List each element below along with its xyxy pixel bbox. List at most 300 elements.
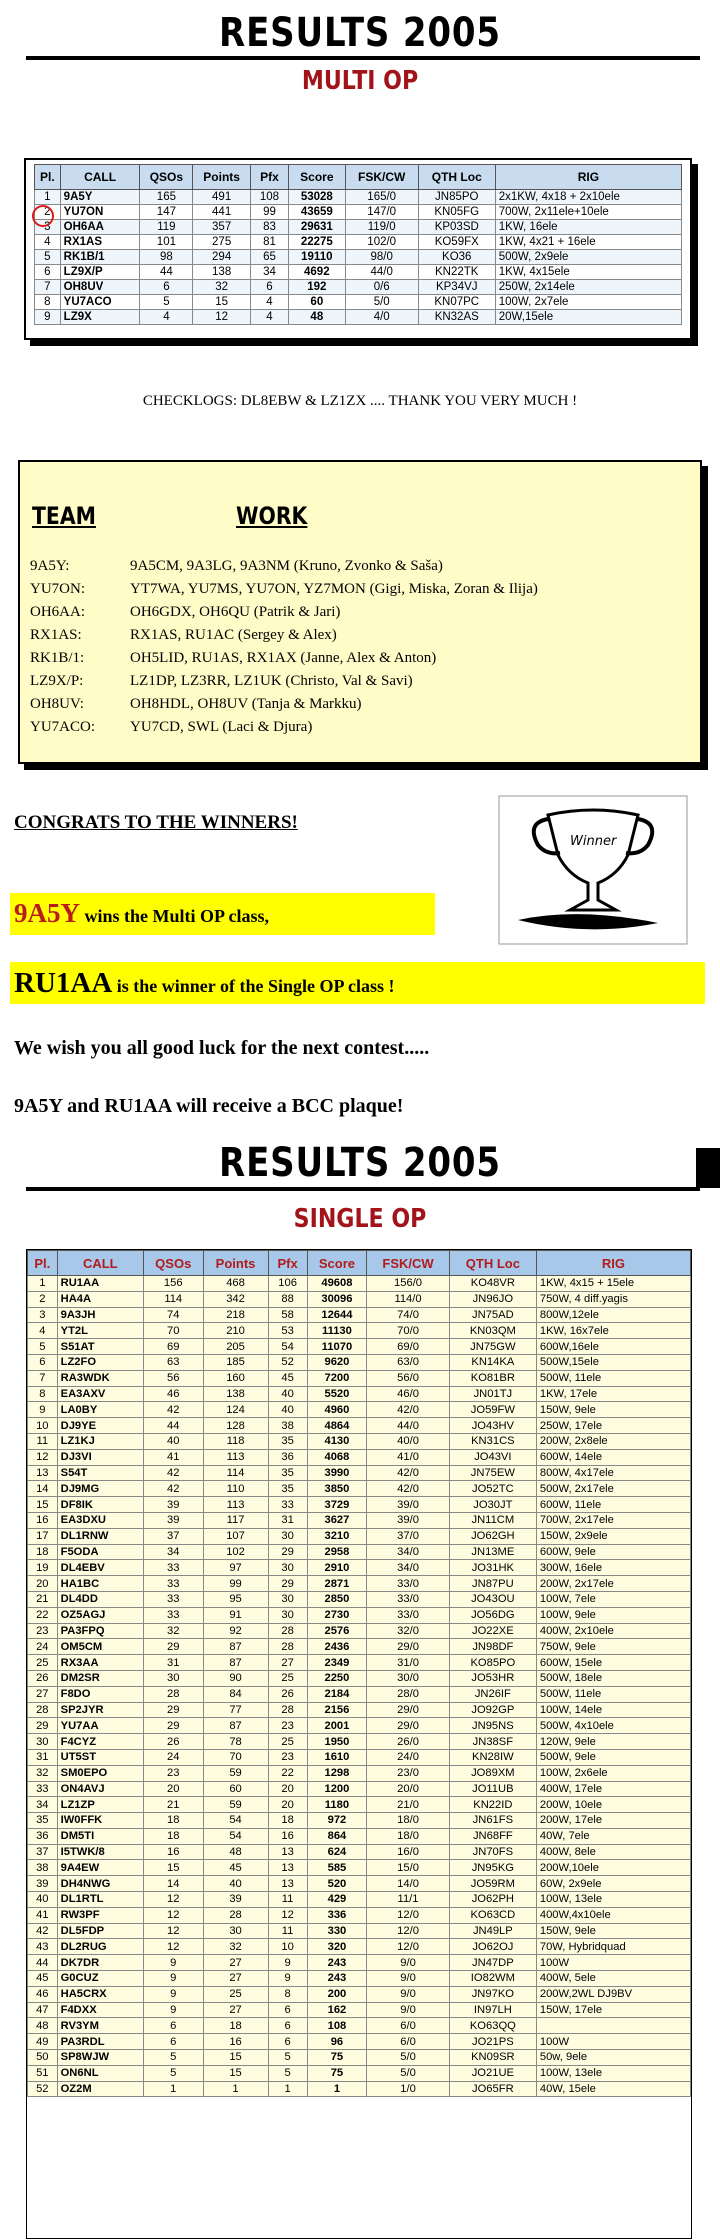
table-cell: 1KW, 17ele [536,1386,690,1402]
table-cell: 39 [143,1497,203,1513]
table-cell: KN31CS [449,1433,536,1449]
table-cell: JO89XM [449,1765,536,1781]
table-row [28,1860,691,1876]
table-cell: S54T [57,1465,143,1481]
table-cell: 600W, 11ele [536,1497,690,1513]
table-cell: KN09SR [449,2050,536,2066]
table-cell: JN01TJ [449,1386,536,1402]
table-cell: 7 [28,1370,58,1386]
table-cell: 2156 [307,1702,367,1718]
trophy-label: Winner [570,834,617,849]
table-cell: 59 [203,1765,268,1781]
table-cell: JO62PH [449,1892,536,1908]
table-cell: 150W, 2x9ele [536,1528,690,1544]
table-cell: 6 [268,2018,307,2034]
table-cell: 20 [268,1797,307,1813]
table-cell: 40 [203,1876,268,1892]
table-cell: 99 [203,1576,268,1592]
table-cell: 23 [143,1765,203,1781]
table-cell: 185 [203,1354,268,1370]
table-cell: 38 [268,1418,307,1434]
table-cell: 46/0 [367,1386,450,1402]
table-cell: 33/0 [367,1576,450,1592]
table-cell: 4/0 [345,310,418,325]
single-subtitle: SINGLE OP [293,1204,427,1234]
table-cell: 10 [28,1418,58,1434]
table-cell: 26 [143,1734,203,1750]
table-row [35,295,682,310]
table-cell: 28 [28,1702,58,1718]
table-cell: 100W [536,1955,690,1971]
table-cell: 0/6 [345,280,418,295]
table-cell: 32 [143,1623,203,1639]
team-members: OH8HDL, OH8UV (Tanja & Markku) [130,696,362,712]
table-cell: 6/0 [367,2034,450,2050]
table-cell: 9 [268,1955,307,1971]
table-cell: 29/0 [367,1718,450,1734]
table-cell: 52 [268,1354,307,1370]
table-cell: 20 [268,1781,307,1797]
table-cell: 92 [203,1623,268,1639]
table-row [35,190,682,205]
table-cell: 26 [268,1686,307,1702]
table-cell: JO11UB [449,1781,536,1797]
table-cell: 28 [268,1623,307,1639]
table-row [28,1418,691,1434]
table-cell: 12 [193,310,251,325]
table-cell: 15 [193,295,251,310]
table-cell: 200 [307,1986,367,2002]
table-cell: 342 [203,1291,268,1307]
table-row [35,205,682,220]
column-header: Pfx [268,1251,307,1276]
table-cell: 9 [268,1971,307,1987]
table-cell: DL1RTL [57,1892,143,1908]
table-cell: 2850 [307,1591,367,1607]
table-cell: 2 [35,205,61,220]
table-cell: 39 [28,1876,58,1892]
table-cell: 200W, 17ele [536,1813,690,1829]
table-row [28,1797,691,1813]
table-cell: 12 [143,1923,203,1939]
table-cell: 14/0 [367,1876,450,1892]
table-cell: DL4DD [57,1591,143,1607]
table-cell: 44 [143,1418,203,1434]
table-cell: 18/0 [367,1828,450,1844]
table-cell: 400W, 5ele [536,1971,690,1987]
table-row [28,1291,691,1307]
table-cell: 500W, 9ele [536,1749,690,1765]
table-cell: 12/0 [367,1923,450,1939]
table-cell: JN75AD [449,1307,536,1323]
table-cell: 14 [28,1481,58,1497]
table-cell: 31 [28,1749,58,1765]
table-cell: 500W, 11ele [536,1686,690,1702]
table-row [28,1702,691,1718]
table-cell: 15/0 [367,1860,450,1876]
table-cell: 1 [203,2081,268,2097]
column-header: Points [203,1251,268,1276]
table-cell: 69/0 [367,1339,450,1355]
table-row [28,1307,691,1323]
table-cell: KO59FX [418,235,495,250]
team-call: 9A5Y: [30,558,70,574]
table-cell: 39 [203,1892,268,1908]
table-cell: 300W, 16ele [536,1560,690,1576]
table-cell: 32/0 [367,1623,450,1639]
divider [696,1148,720,1188]
table-cell: 23 [268,1718,307,1734]
table-row [35,310,682,325]
table-cell: 21 [143,1797,203,1813]
table-row [28,2034,691,2050]
table-cell: 24 [28,1639,58,1655]
table-cell: 74/0 [367,1307,450,1323]
team-row [30,650,436,667]
table-cell: 23 [28,1623,58,1639]
table-cell: 600W,16ele [536,1339,690,1355]
table-cell: JO21UE [449,2065,536,2081]
table-cell: 165/0 [345,190,418,205]
table-cell: DH4NWG [57,1876,143,1892]
team-members: RX1AS, RU1AC (Sergey & Alex) [130,627,337,643]
table-cell: KN14KA [449,1354,536,1370]
table-cell: JO30JT [449,1497,536,1513]
table-cell: 53 [268,1323,307,1339]
table-cell: 12 [143,1907,203,1923]
divider [26,56,700,60]
table-cell: 585 [307,1860,367,1876]
table-cell: 2958 [307,1544,367,1560]
table-cell: DL4EBV [57,1560,143,1576]
table-cell: 45 [203,1860,268,1876]
table-cell: RU1AA [57,1276,143,1292]
table-cell: 5 [268,2065,307,2081]
table-cell: 34/0 [367,1544,450,1560]
table-cell: 35 [268,1433,307,1449]
team-row [30,604,340,621]
table-cell: 27 [203,1971,268,1987]
table-cell: JN68FF [449,1828,536,1844]
table-cell: 23 [268,1749,307,1765]
table-cell: 9A3JH [57,1307,143,1323]
table-cell: 2871 [307,1576,367,1592]
table-cell: 6/0 [367,2018,450,2034]
table-cell: OZ2M [57,2081,143,2097]
table-cell: JN85PO [418,190,495,205]
table-cell: 33/0 [367,1591,450,1607]
table-row [28,1591,691,1607]
table-cell: 46 [28,1986,58,2002]
column-header: FSK/CW [345,165,418,190]
table-cell: 4692 [289,265,346,280]
table-cell: 4068 [307,1449,367,1465]
table-cell: 5 [143,2050,203,2066]
table-cell: RX3AA [57,1655,143,1671]
table-cell: 3210 [307,1528,367,1544]
table-cell: 98 [140,250,193,265]
table-row [28,1465,691,1481]
table-cell: 63/0 [367,1354,450,1370]
table-cell: 18 [143,1813,203,1829]
table-cell: 1KW, 4x15ele [495,265,681,280]
table-cell: PA3RDL [57,2034,143,2050]
table-cell: 6 [143,2034,203,2050]
table-cell: 700W, 2x11ele+10ele [495,205,681,220]
table-cell: 13 [28,1465,58,1481]
table-row [35,265,682,280]
table-cell: YT2L [57,1323,143,1339]
table-cell: 9 [35,310,61,325]
table-cell: 400W, 17ele [536,1781,690,1797]
table-cell: 128 [203,1418,268,1434]
table-cell: 5520 [307,1386,367,1402]
table-cell: 5 [143,2065,203,2081]
table-cell: 33 [28,1781,58,1797]
multi-title: RESULTS 2005 [219,10,501,56]
table-cell: JO21PS [449,2034,536,2050]
table-cell: 22275 [289,235,346,250]
table-cell: 8 [268,1986,307,2002]
table-cell: 84 [203,1686,268,1702]
table-cell: KO63QQ [449,2018,536,2034]
table-cell: 30/0 [367,1670,450,1686]
table-cell: 50 [28,2050,58,2066]
table-cell [536,2018,690,2034]
table-cell: ON4AVJ [57,1781,143,1797]
table-cell: 75 [307,2065,367,2081]
table-cell: KN22TK [418,265,495,280]
table-cell: 120W, 9ele [536,1734,690,1750]
table-cell: 42/0 [367,1465,450,1481]
table-cell: 1 [307,2081,367,2097]
table-cell: 400W,4x10ele [536,1907,690,1923]
table-cell: 200W,10ele [536,1860,690,1876]
table-cell: 3 [35,220,61,235]
table-cell: 114 [203,1465,268,1481]
table-cell: 7200 [307,1370,367,1386]
table-cell: 20 [143,1781,203,1797]
table-row [28,1433,691,1449]
table-cell: 113 [203,1497,268,1513]
table-cell: F4DXX [57,2002,143,2018]
table-cell: KN22ID [449,1797,536,1813]
column-header: Pl. [28,1251,58,1276]
table-cell: 30 [268,1591,307,1607]
table-cell: KO48VR [449,1276,536,1292]
table-cell: 24 [143,1749,203,1765]
table-cell: 3 [28,1307,58,1323]
table-cell: 69 [143,1339,203,1355]
table-cell: 60W, 2x9ele [536,1876,690,1892]
team-row [30,558,443,575]
table-row [28,1892,691,1908]
table-cell: 160 [203,1370,268,1386]
table-row [28,1623,691,1639]
column-header: FSK/CW [367,1251,450,1276]
team-members: LZ1DP, LZ3RR, LZ1UK (Christo, Val & Savi) [130,673,413,689]
table-cell: 800W,12ele [536,1307,690,1323]
table-cell: 100W, 2x6ele [536,1765,690,1781]
table-cell: JN97KO [449,1986,536,2002]
team-heading-right: WORK [236,502,308,530]
plaque-text: 9A5Y and RU1AA will receive a BCC plaque! [14,1095,404,1117]
table-cell: 30 [268,1560,307,1576]
table-cell: 54 [203,1813,268,1829]
table-row [28,1339,691,1355]
table-cell: 5 [35,250,61,265]
table-cell: 16 [28,1512,58,1528]
table-row [28,2002,691,2018]
table-cell: 6 [268,2034,307,2050]
table-cell: 4 [250,295,288,310]
wish-text: We wish you all good luck for the next contest..... [14,1037,430,1059]
table-cell: 46 [143,1386,203,1402]
team-members: OH5LID, RU1AS, RX1AX (Janne, Alex & Anton) [130,650,437,666]
table-row [28,1718,691,1734]
table-cell: OH6AA [60,220,140,235]
table-cell: 11 [268,1892,307,1908]
table-cell: DJ3VI [57,1449,143,1465]
table-cell: 16/0 [367,1844,450,1860]
table-cell: 16 [203,2034,268,2050]
table-cell: 500W, 2x9ele [495,250,681,265]
table-cell: JN47DP [449,1955,536,1971]
table-cell: 29/0 [367,1639,450,1655]
table-cell: 19 [28,1560,58,1576]
table-cell: 330 [307,1923,367,1939]
table-cell: 8 [28,1386,58,1402]
column-header: RIG [495,165,681,190]
table-row [28,1734,691,1750]
table-cell: 44 [140,265,193,280]
table-cell: OH8UV [60,280,140,295]
table-cell: 624 [307,1844,367,1860]
table-row [28,1828,691,1844]
table-cell: 9/0 [367,2002,450,2018]
table-cell: IN97LH [449,2002,536,2018]
table-cell: LZ1KJ [57,1433,143,1449]
table-cell: 106 [268,1276,307,1292]
table-cell: 21/0 [367,1797,450,1813]
table-cell: 43 [28,1939,58,1955]
table-cell: 48 [28,2018,58,2034]
team-row [30,696,362,713]
table-cell: RA3WDK [57,1370,143,1386]
table-cell: 51 [28,2065,58,2081]
table-cell: EA3AXV [57,1386,143,1402]
team-call: LZ9X/P: [30,673,84,689]
table-cell: JO59RM [449,1876,536,1892]
table-cell: 7 [35,280,61,295]
table-cell: 54 [203,1828,268,1844]
table-cell: 336 [307,1907,367,1923]
table-cell: DL2RUG [57,1939,143,1955]
table-cell: 1610 [307,1749,367,1765]
table-cell: 1950 [307,1734,367,1750]
table-cell: JO62OJ [449,1939,536,1955]
table-row [28,1939,691,1955]
table-cell: 9 [143,1986,203,2002]
table-cell: 243 [307,1955,367,1971]
table-cell: KO81BR [449,1370,536,1386]
team-heading-left: TEAM [32,502,96,530]
table-cell: LA0BY [57,1402,143,1418]
table-cell: 87 [203,1718,268,1734]
table-cell: 9A4EW [57,1860,143,1876]
table-cell: 5 [140,295,193,310]
table-cell: 4 [35,235,61,250]
table-row [28,1449,691,1465]
table-row [28,1560,691,1576]
table-cell: 13 [268,1844,307,1860]
table-cell: 43659 [289,205,346,220]
table-cell: 75 [307,2050,367,2066]
table-cell: 99 [250,205,288,220]
table-cell: 11 [268,1923,307,1939]
table-cell: 600W, 14ele [536,1449,690,1465]
table-cell: LZ1ZP [57,1797,143,1813]
table-row [35,280,682,295]
table-cell: 102/0 [345,235,418,250]
table-cell: 33 [143,1576,203,1592]
table-row [28,1276,691,1292]
table-cell: 4130 [307,1433,367,1449]
table-cell: RV3YM [57,2018,143,2034]
table-cell: 19110 [289,250,346,265]
table-cell: 70W, Hybridquad [536,1939,690,1955]
table-cell: 34 [250,265,288,280]
table-cell: 200W, 2x17ele [536,1576,690,1592]
table-cell: 400W, 8ele [536,1844,690,1860]
table-row [28,2081,691,2097]
table-cell: JN70FS [449,1844,536,1860]
table-cell: 70 [143,1323,203,1339]
team-call: RK1B/1: [30,650,85,666]
table-cell: 5/0 [367,2050,450,2066]
table-row [28,1749,691,1765]
table-cell: RW3PF [57,1907,143,1923]
table-cell: G0CUZ [57,1971,143,1987]
table-cell: F5ODA [57,1544,143,1560]
table-cell: 18 [28,1544,58,1560]
table-cell: 11/1 [367,1892,450,1908]
table-row [28,1386,691,1402]
table-cell: 3729 [307,1497,367,1513]
table-cell: JN11CM [449,1512,536,1528]
table-cell: 4960 [307,1402,367,1418]
table-cell: 500W,15ele [536,1354,690,1370]
table-cell: 3850 [307,1481,367,1497]
table-cell: HA5CRX [57,1986,143,2002]
table-cell: 9/0 [367,1986,450,2002]
table-cell: 100W, 14ele [536,1702,690,1718]
table-cell: 750W, 4 diff.yagis [536,1291,690,1307]
table-cell: JO62GH [449,1528,536,1544]
table-cell: 40 [268,1386,307,1402]
table-cell: 20/0 [367,1781,450,1797]
table-cell: 74 [143,1307,203,1323]
table-cell: 39 [143,1512,203,1528]
table-cell: 39/0 [367,1497,450,1513]
table-cell: JN95NS [449,1718,536,1734]
table-cell: 18/0 [367,1813,450,1829]
table-cell: 3627 [307,1512,367,1528]
table-cell: 28 [268,1702,307,1718]
table-row [28,1576,691,1592]
table-cell: 124 [203,1402,268,1418]
table-cell: 27 [203,2002,268,2018]
